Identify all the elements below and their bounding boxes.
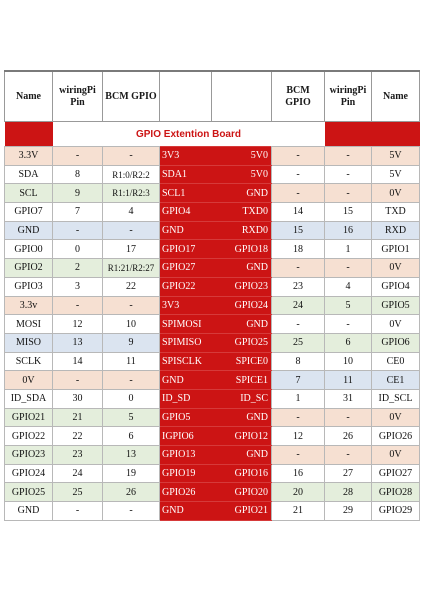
right-name-cell: GPIO4 bbox=[372, 277, 420, 296]
pin-row bbox=[5, 333, 420, 352]
right-wiringpi-cell: 28 bbox=[325, 483, 372, 502]
left-wiringpi-cell: 7 bbox=[53, 203, 103, 222]
right-header-pin-cell: GPIO21 bbox=[212, 502, 272, 521]
right-header-pin-cell: GPIO18 bbox=[212, 240, 272, 259]
right-bcm-cell: - bbox=[272, 184, 325, 203]
header-left-gap bbox=[160, 71, 212, 122]
left-name-cell: SCLK bbox=[5, 352, 53, 371]
left-bcm-cell: 13 bbox=[103, 446, 160, 465]
right-wiringpi-cell: 27 bbox=[325, 464, 372, 483]
left-wiringpi-cell: - bbox=[53, 371, 103, 390]
left-wiringpi-cell: 23 bbox=[53, 446, 103, 465]
left-bcm-cell: 10 bbox=[103, 315, 160, 334]
pin-row bbox=[5, 221, 420, 240]
left-bcm-cell: 22 bbox=[103, 277, 160, 296]
right-header-pin-cell: GND bbox=[212, 315, 272, 334]
right-wiringpi-cell: 5 bbox=[325, 296, 372, 315]
right-name-cell: ID_SCL bbox=[372, 389, 420, 408]
title-band bbox=[5, 122, 420, 147]
left-header-pin-cell: GPIO27 bbox=[160, 259, 212, 278]
pin-row bbox=[5, 352, 420, 371]
left-bcm-cell: 4 bbox=[103, 203, 160, 222]
left-header-pin-cell: GPIO26 bbox=[160, 483, 212, 502]
right-bcm-cell: 18 bbox=[272, 240, 325, 259]
pin-row bbox=[5, 464, 420, 483]
left-name-cell: GND bbox=[5, 221, 53, 240]
header-row bbox=[5, 71, 420, 122]
left-bcm-cell: 26 bbox=[103, 483, 160, 502]
left-header-pin-cell: GPIO22 bbox=[160, 277, 212, 296]
left-name-cell: MISO bbox=[5, 333, 53, 352]
right-name-cell: GPIO5 bbox=[372, 296, 420, 315]
right-wiringpi-cell: 16 bbox=[325, 221, 372, 240]
header-right-wiringpi: wiringPi Pin bbox=[325, 71, 372, 122]
left-bcm-cell: 9 bbox=[103, 333, 160, 352]
right-bcm-cell: 24 bbox=[272, 296, 325, 315]
left-wiringpi-cell: - bbox=[53, 296, 103, 315]
right-bcm-cell: 15 bbox=[272, 221, 325, 240]
left-header-pin-cell: SCL1 bbox=[160, 184, 212, 203]
right-header-pin-cell: 5V0 bbox=[212, 165, 272, 184]
pin-row bbox=[5, 446, 420, 465]
left-wiringpi-cell: 25 bbox=[53, 483, 103, 502]
right-wiringpi-cell: - bbox=[325, 408, 372, 427]
right-header-pin-cell: SPICE1 bbox=[212, 371, 272, 390]
left-bcm-cell: 6 bbox=[103, 427, 160, 446]
right-bcm-cell: 21 bbox=[272, 502, 325, 521]
header-right-gap bbox=[212, 71, 272, 122]
right-name-cell: 0V bbox=[372, 315, 420, 334]
left-name-cell: 0V bbox=[5, 371, 53, 390]
right-wiringpi-cell: 1 bbox=[325, 240, 372, 259]
left-header-pin-cell: GND bbox=[160, 221, 212, 240]
right-wiringpi-cell: - bbox=[325, 315, 372, 334]
right-wiringpi-cell: - bbox=[325, 184, 372, 203]
right-header-pin-cell: TXD0 bbox=[212, 203, 272, 222]
right-bcm-cell: - bbox=[272, 315, 325, 334]
right-name-cell: 5V bbox=[372, 165, 420, 184]
right-name-cell: 0V bbox=[372, 408, 420, 427]
right-wiringpi-cell: - bbox=[325, 446, 372, 465]
right-bcm-cell: 12 bbox=[272, 427, 325, 446]
left-bcm-cell: R1:0/R2:2 bbox=[103, 165, 160, 184]
header-right-name: Name bbox=[372, 71, 420, 122]
right-name-cell: RXD bbox=[372, 221, 420, 240]
left-bcm-cell: R1:1/R2:3 bbox=[103, 184, 160, 203]
left-header-pin-cell: 3V3 bbox=[160, 147, 212, 166]
right-name-cell: GPIO1 bbox=[372, 240, 420, 259]
left-header-pin-cell: GPIO13 bbox=[160, 446, 212, 465]
right-name-cell: 0V bbox=[372, 446, 420, 465]
right-header-pin-cell: GPIO20 bbox=[212, 483, 272, 502]
left-name-cell: GPIO21 bbox=[5, 408, 53, 427]
left-wiringpi-cell: - bbox=[53, 502, 103, 521]
pin-row bbox=[5, 427, 420, 446]
left-wiringpi-cell: 24 bbox=[53, 464, 103, 483]
right-header-pin-cell: GND bbox=[212, 259, 272, 278]
right-wiringpi-cell: - bbox=[325, 259, 372, 278]
right-bcm-cell: 7 bbox=[272, 371, 325, 390]
left-header-pin-cell: SDA1 bbox=[160, 165, 212, 184]
left-wiringpi-cell: 8 bbox=[53, 165, 103, 184]
right-name-cell: GPIO6 bbox=[372, 333, 420, 352]
left-name-cell: SCL bbox=[5, 184, 53, 203]
header-left-bcm: BCM GPIO bbox=[103, 71, 160, 122]
right-name-cell: 0V bbox=[372, 259, 420, 278]
left-name-cell: GND bbox=[5, 502, 53, 521]
right-header-pin-cell: SPICE0 bbox=[212, 352, 272, 371]
left-wiringpi-cell: 30 bbox=[53, 389, 103, 408]
left-header-pin-cell: GPIO4 bbox=[160, 203, 212, 222]
right-header-pin-cell: GPIO16 bbox=[212, 464, 272, 483]
gpio-pinout-board bbox=[4, 70, 419, 521]
pin-row bbox=[5, 315, 420, 334]
right-wiringpi-cell: - bbox=[325, 165, 372, 184]
right-wiringpi-cell: 29 bbox=[325, 502, 372, 521]
right-wiringpi-cell: 10 bbox=[325, 352, 372, 371]
right-bcm-cell: 16 bbox=[272, 464, 325, 483]
right-bcm-cell: 1 bbox=[272, 389, 325, 408]
right-wiringpi-cell: 31 bbox=[325, 389, 372, 408]
header-left-name: Name bbox=[5, 71, 53, 122]
pin-row bbox=[5, 165, 420, 184]
left-name-cell: GPIO0 bbox=[5, 240, 53, 259]
left-header-pin-cell: SPISCLK bbox=[160, 352, 212, 371]
right-name-cell: CE1 bbox=[372, 371, 420, 390]
left-bcm-cell: 17 bbox=[103, 240, 160, 259]
left-bcm-cell: - bbox=[103, 371, 160, 390]
right-wiringpi-cell: 11 bbox=[325, 371, 372, 390]
left-wiringpi-cell: - bbox=[53, 221, 103, 240]
left-header-pin-cell: ID_SD bbox=[160, 389, 212, 408]
left-name-cell: GPIO3 bbox=[5, 277, 53, 296]
right-name-cell: GPIO28 bbox=[372, 483, 420, 502]
right-header-pin-cell: GPIO23 bbox=[212, 277, 272, 296]
right-bcm-cell: 23 bbox=[272, 277, 325, 296]
pin-row bbox=[5, 259, 420, 278]
gpio-pinout-table bbox=[4, 70, 420, 521]
left-wiringpi-cell: - bbox=[53, 147, 103, 166]
right-bcm-cell: - bbox=[272, 446, 325, 465]
left-bcm-cell: 0 bbox=[103, 389, 160, 408]
pin-row bbox=[5, 147, 420, 166]
right-header-pin-cell: RXD0 bbox=[212, 221, 272, 240]
right-bcm-cell: - bbox=[272, 147, 325, 166]
right-header-pin-cell: GPIO12 bbox=[212, 427, 272, 446]
left-name-cell: GPIO22 bbox=[5, 427, 53, 446]
pin-row bbox=[5, 240, 420, 259]
right-bcm-cell: - bbox=[272, 408, 325, 427]
left-bcm-cell: 5 bbox=[103, 408, 160, 427]
left-name-cell: SDA bbox=[5, 165, 53, 184]
right-wiringpi-cell: 26 bbox=[325, 427, 372, 446]
right-bcm-cell: 25 bbox=[272, 333, 325, 352]
left-wiringpi-cell: 21 bbox=[53, 408, 103, 427]
right-bcm-cell: 20 bbox=[272, 483, 325, 502]
left-wiringpi-cell: 3 bbox=[53, 277, 103, 296]
board-title: GPIO Extention Board bbox=[135, 128, 241, 140]
left-header-pin-cell: IGPIO6 bbox=[160, 427, 212, 446]
right-bcm-cell: 14 bbox=[272, 203, 325, 222]
pin-row bbox=[5, 502, 420, 521]
pin-row bbox=[5, 371, 420, 390]
left-name-cell: ID_SDA bbox=[5, 389, 53, 408]
pin-row bbox=[5, 483, 420, 502]
right-name-cell: 0V bbox=[372, 184, 420, 203]
pin-row bbox=[5, 277, 420, 296]
band-title-cell bbox=[53, 122, 325, 147]
left-name-cell: GPIO23 bbox=[5, 446, 53, 465]
right-header-pin-cell: GND bbox=[212, 446, 272, 465]
left-header-pin-cell: GND bbox=[160, 371, 212, 390]
right-wiringpi-cell: 15 bbox=[325, 203, 372, 222]
right-wiringpi-cell: 6 bbox=[325, 333, 372, 352]
right-header-pin-cell: GND bbox=[212, 184, 272, 203]
right-name-cell: GPIO26 bbox=[372, 427, 420, 446]
left-wiringpi-cell: 9 bbox=[53, 184, 103, 203]
right-bcm-cell: - bbox=[272, 165, 325, 184]
right-name-cell: CE0 bbox=[372, 352, 420, 371]
right-name-cell: TXD bbox=[372, 203, 420, 222]
left-header-pin-cell: SPIMOSI bbox=[160, 315, 212, 334]
pin-row bbox=[5, 184, 420, 203]
left-name-cell: 3.3V bbox=[5, 147, 53, 166]
left-name-cell: 3.3v bbox=[5, 296, 53, 315]
left-bcm-cell: - bbox=[103, 147, 160, 166]
left-wiringpi-cell: 14 bbox=[53, 352, 103, 371]
left-header-pin-cell: GND bbox=[160, 502, 212, 521]
right-name-cell: GPIO27 bbox=[372, 464, 420, 483]
header-left-wiringpi: wiringPi Pin bbox=[53, 71, 103, 122]
right-header-pin-cell: GND bbox=[212, 408, 272, 427]
left-name-cell: MOSI bbox=[5, 315, 53, 334]
left-name-cell: GPIO2 bbox=[5, 259, 53, 278]
right-wiringpi-cell: - bbox=[325, 147, 372, 166]
left-bcm-cell: - bbox=[103, 296, 160, 315]
pin-row bbox=[5, 408, 420, 427]
left-wiringpi-cell: 13 bbox=[53, 333, 103, 352]
left-bcm-cell: 11 bbox=[103, 352, 160, 371]
left-wiringpi-cell: 22 bbox=[53, 427, 103, 446]
left-header-pin-cell: SPIMISO bbox=[160, 333, 212, 352]
right-name-cell: GPIO29 bbox=[372, 502, 420, 521]
pin-row bbox=[5, 389, 420, 408]
right-header-pin-cell: ID_SC bbox=[212, 389, 272, 408]
right-header-pin-cell: GPIO25 bbox=[212, 333, 272, 352]
right-header-pin-cell: 5V0 bbox=[212, 147, 272, 166]
header-right-bcm: BCM GPIO bbox=[272, 71, 325, 122]
right-header-pin-cell: GPIO24 bbox=[212, 296, 272, 315]
left-header-pin-cell: 3V3 bbox=[160, 296, 212, 315]
right-bcm-cell: - bbox=[272, 259, 325, 278]
left-header-pin-cell: GPIO5 bbox=[160, 408, 212, 427]
left-bcm-cell: - bbox=[103, 502, 160, 521]
left-wiringpi-cell: 2 bbox=[53, 259, 103, 278]
left-wiringpi-cell: 0 bbox=[53, 240, 103, 259]
left-bcm-cell: 19 bbox=[103, 464, 160, 483]
band-left-red bbox=[5, 122, 53, 147]
left-wiringpi-cell: 12 bbox=[53, 315, 103, 334]
left-bcm-cell: - bbox=[103, 221, 160, 240]
left-name-cell: GPIO7 bbox=[5, 203, 53, 222]
band-right-red bbox=[325, 122, 420, 147]
right-wiringpi-cell: 4 bbox=[325, 277, 372, 296]
right-bcm-cell: 8 bbox=[272, 352, 325, 371]
left-name-cell: GPIO24 bbox=[5, 464, 53, 483]
left-header-pin-cell: GPIO17 bbox=[160, 240, 212, 259]
left-name-cell: GPIO25 bbox=[5, 483, 53, 502]
pin-row bbox=[5, 296, 420, 315]
pin-row bbox=[5, 203, 420, 222]
left-header-pin-cell: GPIO19 bbox=[160, 464, 212, 483]
right-name-cell: 5V bbox=[372, 147, 420, 166]
left-bcm-cell: R1:21/R2:27 bbox=[103, 259, 160, 278]
